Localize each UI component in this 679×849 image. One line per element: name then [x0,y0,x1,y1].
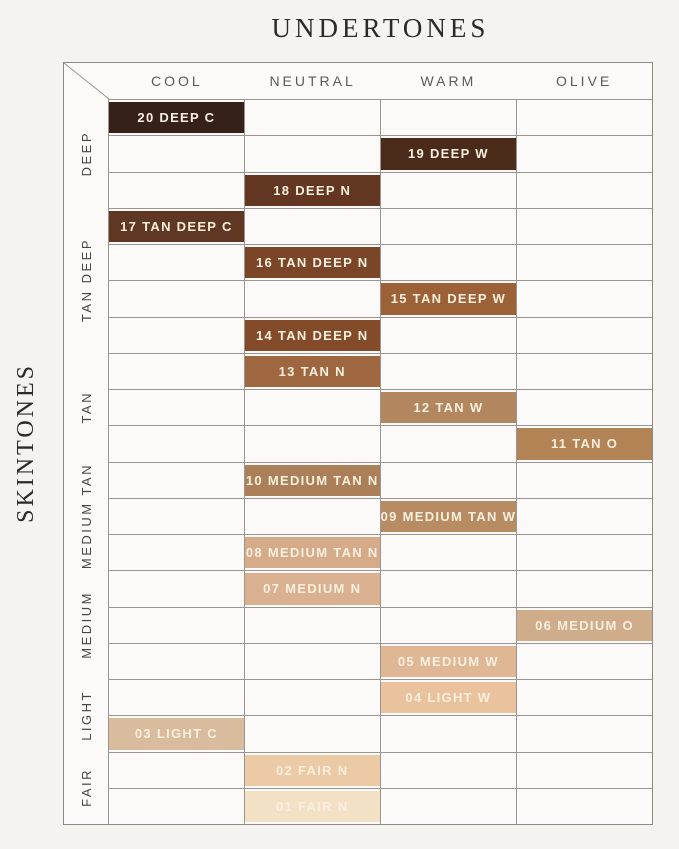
shade-swatch-label: 01 FAIR N [276,798,349,814]
shade-swatch-label: 07 MEDIUM N [263,581,362,597]
skintones-axis-title [4,62,48,824]
grid-cell [109,680,244,715]
grid-cell [381,753,517,788]
grid-cell [109,644,244,679]
shade-swatch-09-medium-tan-w [381,501,517,532]
grid-cell [245,753,380,788]
skintone-group-fair [64,752,108,825]
grid-cell [245,100,380,135]
grid-cell [517,245,652,280]
shade-swatch-16-tan-deep-n [245,247,380,278]
grid-cell [381,390,517,425]
undertone-header-row [109,63,652,99]
grid-cell [245,390,380,425]
grid-cell [381,209,517,244]
shade-swatch-05-medium-w [381,646,517,677]
grid-cell [517,173,652,208]
shade-swatch-label: 02 FAIR N [276,762,349,778]
shade-swatch-12-tan-w [381,392,517,423]
grid-cell [381,535,517,570]
grid-cell [517,535,652,570]
grid-cell [245,608,380,643]
grid-cell [381,318,517,353]
shade-swatch-label: 16 TAN DEEP N [255,255,369,271]
shade-swatch-11-tan-o [517,428,652,459]
grid-cell [109,245,244,280]
shade-swatch-label: 20 DEEP C [137,110,216,126]
grid-cell [109,716,244,751]
grid-cell [517,100,652,135]
skintone-group-medium [64,570,108,679]
grid-cell [517,644,652,679]
shade-swatch-07-medium-n [245,573,380,604]
grid-cell [517,753,652,788]
shade-matrix-table [63,62,653,825]
shade-swatch-label: 11 TAN O [550,436,619,452]
grid-cell [381,789,517,824]
grid-cell [245,644,380,679]
grid-cell [109,100,244,135]
skintone-group-label: TAN DEEP [78,238,94,323]
undertone-column-header-warm [381,63,517,99]
shade-swatch-18-deep-n [245,175,380,206]
grid-cell [517,680,652,715]
grid-cell [517,281,652,316]
shade-swatch-13-tan-n [245,356,380,387]
grid-cell [245,426,380,461]
shade-swatch-label: 05 MEDIUM W [397,653,499,669]
grid-cell [109,318,244,353]
grid-cell [381,644,517,679]
shade-swatch-20-deep-c [109,102,244,133]
grid-cell [109,281,244,316]
grid-cell [517,354,652,389]
undertone-column-header-cool [109,63,245,99]
grid-cell [517,716,652,751]
grid-cell [517,390,652,425]
grid-cell [245,209,380,244]
grid-cell [109,426,244,461]
grid-cell [381,100,517,135]
undertone-column-header-label: WARM [420,73,477,89]
shade-swatch-17-tan-deep-c [109,211,244,242]
skintone-group-label: LIGHT [78,689,94,741]
shade-swatch-02-fair-n [245,755,380,786]
grid-cell [245,136,380,171]
grid-cell [381,245,517,280]
grid-cell [109,535,244,570]
skintone-group-label: DEEP [78,130,94,177]
grid-cell [245,680,380,715]
grid-cell [517,499,652,534]
shade-swatch-label: 09 MEDIUM TAN W [380,508,517,524]
grid-cell [109,608,244,643]
shade-swatch-label: 17 TAN DEEP C [120,218,233,234]
shade-swatch-label: 18 DEEP N [273,182,352,198]
grid-cell [517,789,652,824]
shade-swatch-06-medium-o [517,610,652,641]
skintone-group-label: FAIR [78,768,94,808]
grid-cell [381,281,517,316]
skintones-axis-title-text: SKINTONES [12,363,39,523]
grid-cell [381,463,517,498]
grid-cell [517,136,652,171]
grid-cell [245,571,380,606]
grid-cell [109,209,244,244]
shade-swatch-08-medium-tan-n [245,537,380,568]
shade-swatch-label: 08 MEDIUM TAN N [245,545,379,561]
shade-swatch-label: 19 DEEP W [407,146,489,162]
grid-cell [245,318,380,353]
grid-cell [109,571,244,606]
shade-swatch-label: 12 TAN W [413,400,484,416]
shade-swatch-label: 03 LIGHT C [134,726,218,742]
shade-swatch-04-light-w [381,682,517,713]
shade-swatch-label: 14 TAN DEEP N [255,327,369,343]
grid-cell [109,390,244,425]
shade-swatch-03-light-c [109,718,244,749]
skintone-group-light [64,679,108,752]
grid-cell [517,571,652,606]
grid-cell [517,463,652,498]
grid-cell [517,318,652,353]
shade-swatch-label: 13 TAN N [278,363,346,379]
skintone-group-deep [64,99,108,208]
shade-swatch-label: 04 LIGHT W [405,690,492,706]
grid-cell [245,354,380,389]
grid-cell [109,173,244,208]
skintone-group-label: MEDIUM [78,590,94,659]
grid-cell [245,716,380,751]
undertone-column-header-label: OLIVE [556,73,613,89]
skintone-group-tan [64,353,108,462]
shade-swatch-label: 06 MEDIUM O [535,617,634,633]
grid-cell [381,608,517,643]
grid-cell [245,245,380,280]
skintone-group-label: TAN [78,390,94,424]
grid-cell [109,499,244,534]
grid-cell [381,354,517,389]
shade-swatch-14-tan-deep-n [245,320,380,351]
shade-swatch-10-medium-tan-n [245,465,380,496]
shade-grid [109,99,652,824]
grid-cell [109,463,244,498]
skintone-group-medium-tan [64,462,108,571]
undertone-column-header-label: COOL [151,73,203,89]
grid-cell [109,753,244,788]
grid-cell [245,281,380,316]
grid-cell [381,680,517,715]
grid-cell [245,499,380,534]
undertone-column-header-label: NEUTRAL [269,73,356,89]
grid-cell [381,571,517,606]
grid-cell [517,608,652,643]
shade-swatch-label: 10 MEDIUM TAN N [245,472,379,488]
grid-cell [517,209,652,244]
shade-swatch-label: 15 TAN DEEP W [390,291,507,307]
shade-swatch-15-tan-deep-w [381,283,517,314]
grid-cell [381,499,517,534]
grid-cell [381,426,517,461]
shade-swatch-01-fair-n [245,791,380,822]
shade-swatch-19-deep-w [381,138,517,169]
undertones-title: UNDERTONES [271,13,490,43]
grid-cell [109,789,244,824]
grid-cell [245,535,380,570]
grid-cell [381,173,517,208]
corner-diagonal-line [64,63,109,99]
undertone-column-header-olive [516,63,652,99]
skintone-group-label: MEDIUM TAN [78,462,94,569]
grid-cell [109,354,244,389]
grid-cell [245,789,380,824]
grid-cell [109,136,244,171]
grid-cell [381,136,517,171]
undertone-column-header-neutral [245,63,381,99]
skintone-label-column [64,99,109,824]
skintone-group-tan-deep [64,208,108,353]
grid-cell [381,716,517,751]
grid-cell [245,173,380,208]
grid-cell [517,426,652,461]
grid-cell [245,463,380,498]
